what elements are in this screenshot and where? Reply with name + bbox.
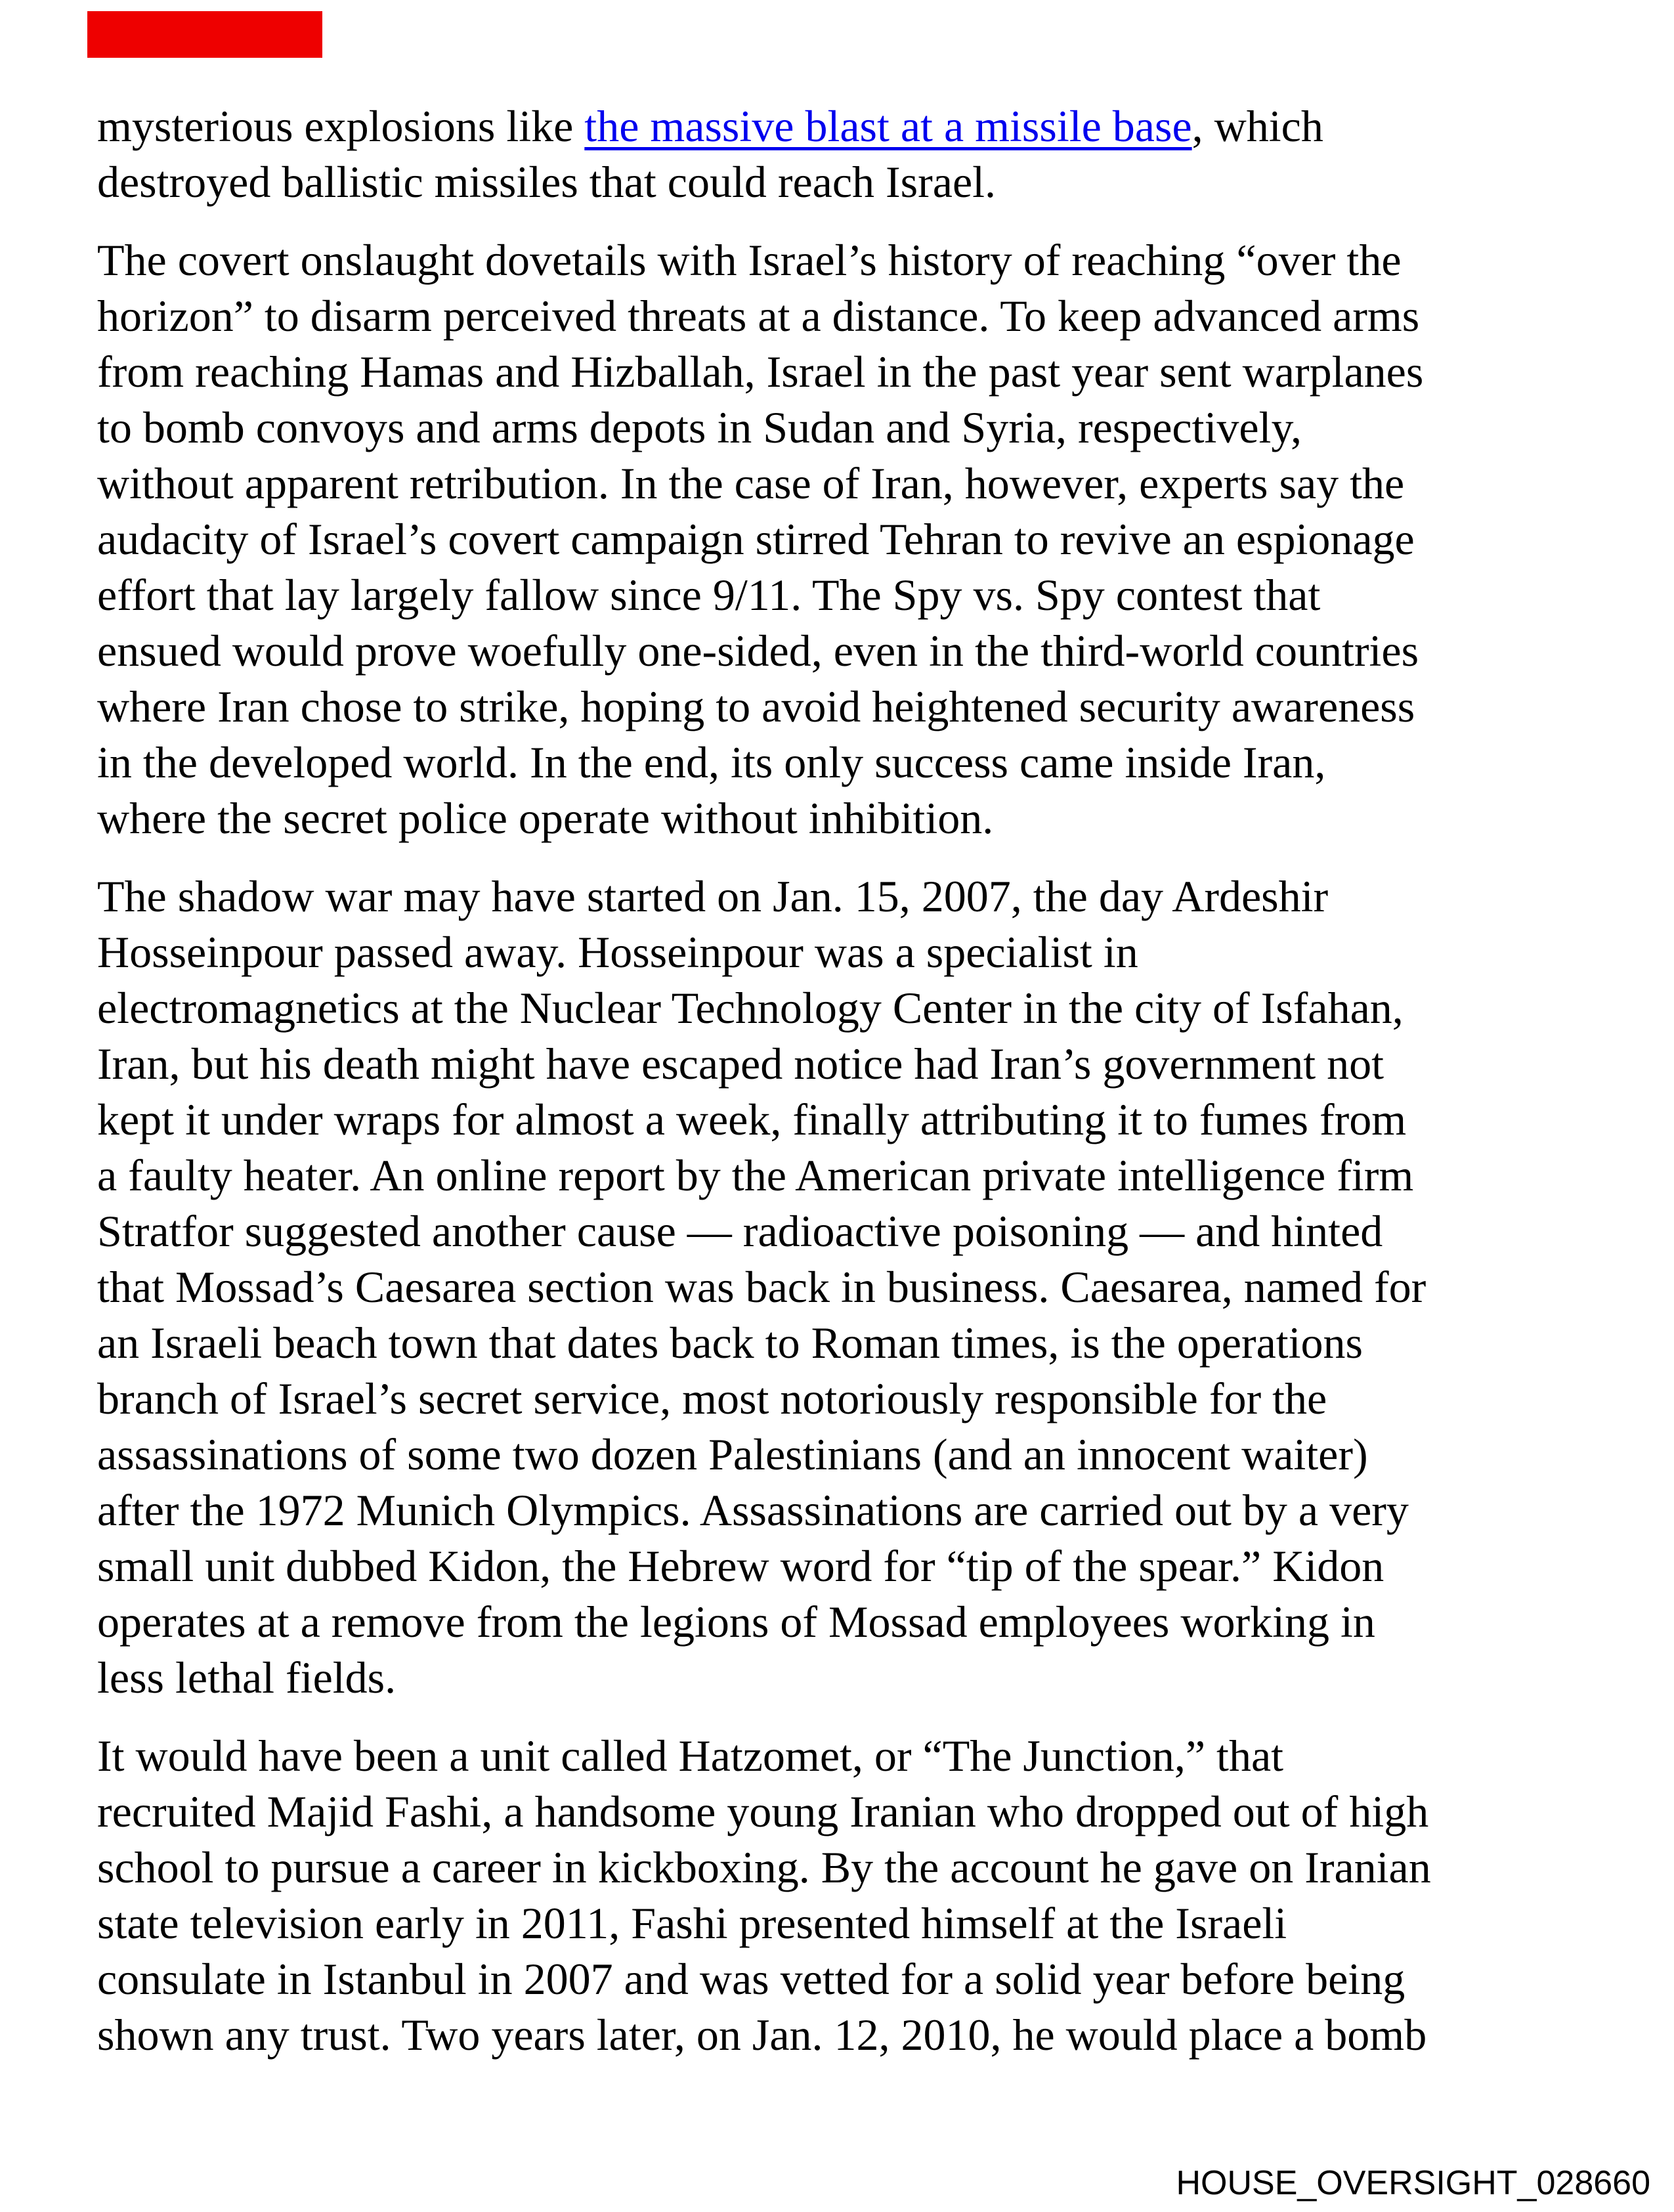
paragraph-4 (97, 1728, 1591, 2063)
text-line: that Mossad’s Caesarea section was back in business. Caesarea, named for (97, 1262, 1427, 1312)
paragraph-2-lines (97, 232, 1591, 846)
text-line: destroyed ballistic missiles that could reach Israel. (97, 157, 997, 207)
text-line: less lethal fields. (97, 1653, 397, 1702)
text-line: to bomb convoys and arms depots in Sudan and Syria, respectively, (97, 402, 1302, 452)
text-line: state television early in 2011, Fashi presented himself at the Israeli (97, 1898, 1287, 1948)
document-body (97, 98, 1591, 2085)
paragraph-2 (97, 232, 1591, 846)
text-line: kept it under wraps for almost a week, finally attributing it to fumes from (97, 1095, 1407, 1144)
text-line: operates at a remove from the legions of Mossad employees working in (97, 1597, 1375, 1647)
text-line: small unit dubbed Kidon, the Hebrew word for “tip of the spear.” Kidon (97, 1541, 1384, 1591)
missile-base-article-link[interactable]: the massive blast at a missile base (584, 101, 1192, 151)
red-banner (87, 11, 322, 58)
text-line: electromagnetics at the Nuclear Technology Center in the city of Isfahan, (97, 983, 1404, 1033)
text-line: assassinations of some two dozen Palestinians (and an innocent waiter) (97, 1429, 1368, 1479)
text-line: where the secret police operate without inhibition. (97, 793, 994, 843)
paragraph-1 (97, 98, 1591, 210)
text-line: where Iran chose to strike, hoping to avoid heightened security awareness (97, 682, 1415, 731)
text-line: ensued would prove woefully one-sided, even in the third-world countries (97, 626, 1419, 676)
bates-number: HOUSE_OVERSIGHT_028660 (1176, 2164, 1650, 2202)
text-line: from reaching Hamas and Hizballah, Israel in the past year sent warplanes (97, 347, 1424, 397)
text-line: audacity of Israel’s covert campaign stirred Tehran to revive an espionage (97, 514, 1415, 564)
text-line: It would have been a unit called Hatzomet, or “The Junction,” that (97, 1731, 1284, 1781)
text-line: Iran, but his death might have escaped notice had Iran’s government not (97, 1039, 1384, 1089)
text-line: school to pursue a career in kickboxing. By the account he gave on Iranian (97, 1842, 1431, 1892)
text-line: branch of Israel’s secret service, most notoriously responsible for the (97, 1374, 1327, 1423)
text-line: Stratfor suggested another cause — radioactive poisoning — and hinted (97, 1206, 1383, 1256)
text-line: recruited Majid Fashi, a handsome young Iranian who dropped out of high (97, 1787, 1429, 1836)
text-segment: , which (1191, 101, 1323, 151)
paragraph-4-lines (97, 1728, 1591, 2063)
text-line: The shadow war may have started on Jan. 15, 2007, the day Ardeshir (97, 871, 1329, 921)
text-line: without apparent retribution. In the case of Iran, however, experts say the (97, 458, 1405, 508)
text-line: Hosseinpour passed away. Hosseinpour was a specialist in (97, 927, 1138, 977)
text-line: effort that lay largely fallow since 9/11. The Spy vs. Spy contest that (97, 570, 1321, 620)
text-segment: mysterious explosions like (97, 101, 585, 151)
text-line: consulate in Istanbul in 2007 and was vetted for a solid year before being (97, 1954, 1406, 2004)
text-line: an Israeli beach town that dates back to Roman times, is the operations (97, 1318, 1363, 1368)
text-line (97, 98, 1591, 154)
paragraph-3 (97, 869, 1591, 1706)
text-line: horizon” to disarm perceived threats at a distance. To keep advanced arms (97, 291, 1420, 341)
text-line: in the developed world. In the end, its only success came inside Iran, (97, 737, 1326, 787)
text-line: shown any trust. Two years later, on Jan. 12, 2010, he would place a bomb (97, 2010, 1427, 2060)
text-line: a faulty heater. An online report by the American private intelligence firm (97, 1150, 1414, 1200)
text-line: after the 1972 Munich Olympics. Assassinations are carried out by a very (97, 1485, 1409, 1535)
text-line: The covert onslaught dovetails with Israel’s history of reaching “over the (97, 235, 1402, 285)
paragraph-1-lines (97, 154, 1591, 210)
paragraph-3-lines (97, 869, 1591, 1706)
